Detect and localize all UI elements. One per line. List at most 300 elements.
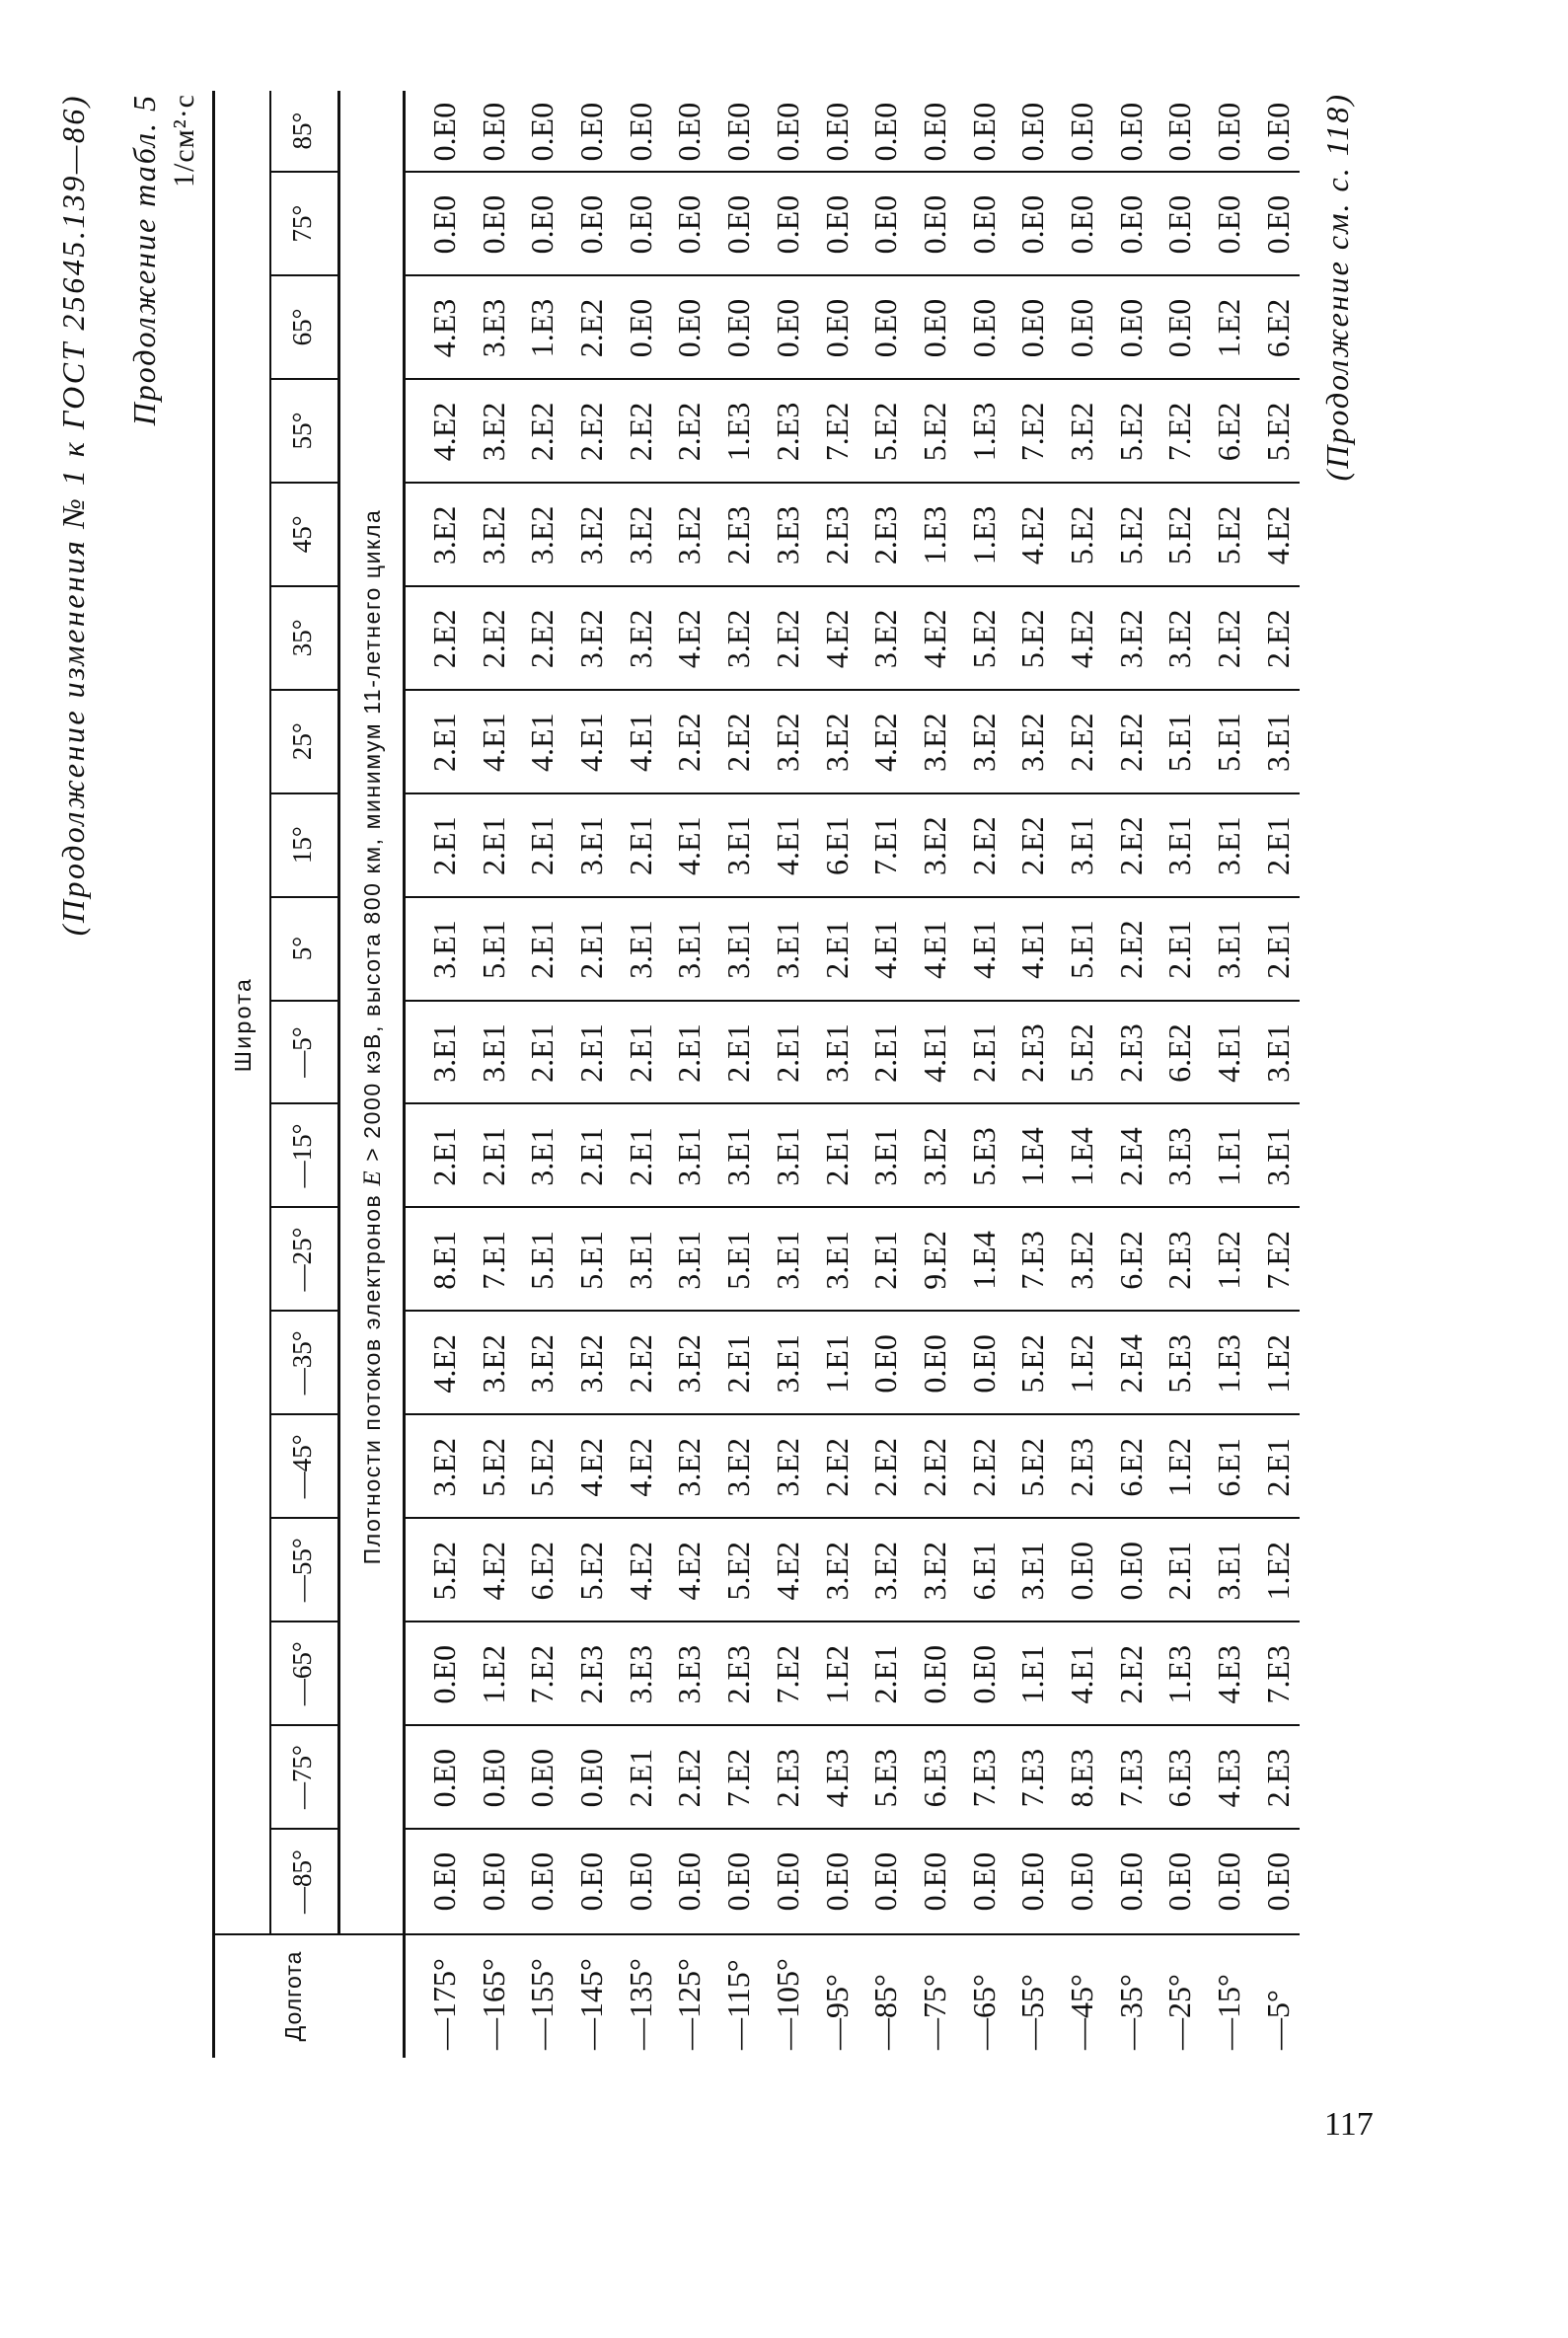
table-cell: 3.E2 [426,1438,462,1497]
running-header: (Продолжение изменения № 1 к ГОСТ 25645.139—86) [55,94,91,937]
latitude-header-cell: —65° [271,1622,337,1726]
table-cell: 0.E0 [1259,102,1296,162]
table-cell: 3.E3 [769,505,805,566]
latitude-header-cell: —55° [271,1519,337,1622]
table-cell: 2.E1 [524,816,560,875]
table-cell: 3.E2 [916,1127,952,1186]
table-cell: 2.E2 [818,1438,855,1497]
table-cell: 1.E1 [818,1334,855,1394]
table-cell: 3.E2 [475,402,511,462]
table-cell: 5.E1 [720,1231,757,1290]
table-cell: 2.E3 [720,505,757,566]
table-cell: 4.E3 [1211,1644,1246,1704]
latitude-header-cell: —25° [271,1208,337,1312]
table-cell: 0.E0 [1063,1851,1099,1912]
table-cell: 3.E1 [1014,1541,1051,1601]
table-cell: 3.E1 [475,1023,511,1083]
table-cell: 3.E2 [622,505,658,566]
table-cell: 5.E2 [1161,505,1198,566]
table-cell: 3.E1 [1259,713,1296,772]
table-cell: 0.E0 [720,298,757,358]
latitude-header-cell: 55° [271,380,337,484]
table-cell: 3.E2 [524,505,560,566]
table-cell: 1.E3 [720,402,757,462]
table-cell: 0.E0 [818,298,855,358]
table-cell: 3.E2 [524,1334,560,1394]
table-cell: 6.E2 [1161,1023,1198,1083]
table-cell: 0.E0 [1014,102,1051,162]
table-cell: 5.E3 [867,1748,904,1808]
table-cell: 0.E0 [818,194,855,255]
table-cell: 2.E1 [965,1023,1002,1083]
table-cell: 0.E0 [524,194,560,255]
table-cell: 3.E2 [475,1334,511,1394]
table-cell: 4.E1 [965,920,1002,979]
table-cell: 0.E0 [1063,298,1099,358]
table-cell: 6.E2 [1211,402,1246,462]
table-cell: 3.E3 [475,298,511,358]
table-cell: 0.E0 [671,298,708,358]
table-cell: 3.E2 [916,816,952,875]
page-number: 117 [1324,2106,1374,2143]
table-cell: 3.E1 [1161,816,1198,875]
table-cell: 4.E2 [671,1541,708,1601]
table-cell: 2.E2 [1112,1644,1149,1704]
longitude-label: —45° [1063,1974,1099,2050]
table-cell: 0.E0 [965,102,1002,162]
table-cell: 3.E2 [965,713,1002,772]
table-cell: 3.E2 [573,609,610,669]
table-cell: 3.E1 [720,1127,757,1186]
table-cell: 1.E2 [1211,298,1246,358]
table-cell: 3.E2 [671,505,708,566]
table-cell: 1.E3 [965,505,1002,566]
table-cell: 0.E0 [965,1334,1002,1394]
table-cell: 0.E0 [622,298,658,358]
table-cell: 0.E0 [573,194,610,255]
latitude-header-cell: 45° [271,484,337,587]
table-cell: 5.E1 [573,1231,610,1290]
table-cell: 2.E2 [671,713,708,772]
table-cell: 5.E2 [1112,505,1149,566]
table-section-title [341,91,404,1933]
table-cell: 2.E3 [1014,1023,1051,1083]
table-cell: 0.E0 [916,1644,952,1704]
table-cell: 0.E0 [965,298,1002,358]
table-cell: 1.E2 [1259,1541,1296,1601]
table-cell: 3.E2 [916,713,952,772]
table-cell: 4.E3 [426,298,462,358]
latitude-header-cell: —75° [271,1726,337,1830]
table-cell: 5.E2 [1063,1023,1099,1083]
latitude-header-cell: 35° [271,587,337,691]
table-cell: 6.E2 [1259,298,1296,358]
table-cell: 3.E1 [622,920,658,979]
longitude-label: —165° [475,1958,511,2050]
latitude-header-cell: —35° [271,1312,337,1415]
table-cell: 3.E1 [1259,1023,1296,1083]
table-cell: 4.E3 [1211,1748,1246,1808]
table-cell: 7.E2 [818,402,855,462]
table-cell: 3.E1 [769,1334,805,1394]
table-cell: 0.E0 [965,194,1002,255]
table-cell: 5.E2 [867,402,904,462]
table-top-rule [212,91,215,2058]
table-cell: 1.E4 [1014,1127,1051,1186]
latitude-header-cell: —85° [287,1849,317,1914]
latitude-header-cell: —45° [271,1415,337,1519]
table-cell: 5.E2 [1063,505,1099,566]
table-cell: 3.E2 [720,1438,757,1497]
table-cell: 4.E3 [818,1748,855,1808]
table-cell: 2.E1 [426,816,462,875]
table-cell: 3.E1 [1211,816,1246,875]
table-cell: 5.E2 [1259,402,1296,462]
table-cell: 2.E1 [867,1023,904,1083]
table-cell: 3.E1 [720,920,757,979]
table-cell: 5.E2 [1112,402,1149,462]
table-cell: 2.E3 [867,505,904,566]
table-cell: 5.E1 [475,920,511,979]
table-cell: 7.E3 [1259,1644,1296,1704]
table-cell: 2.E3 [818,505,855,566]
rule-below-latitudes [337,91,340,1933]
column-group-label: Широта [230,976,256,1073]
table-cell: 2.E2 [1112,713,1149,772]
table-cell: 3.E2 [916,1541,952,1601]
table-cell: 0.E0 [573,1851,610,1912]
table-cell: 2.E2 [965,1438,1002,1497]
table-cell: 2.E2 [573,298,610,358]
table-cell: 3.E1 [818,1231,855,1290]
table-cell: 0.E0 [1063,194,1099,255]
table-cell: 2.E1 [671,1023,708,1083]
table-cell: 1.E2 [1211,1231,1246,1290]
table-cell: 4.E1 [524,713,560,772]
table-cell: 3.E2 [1161,609,1198,669]
table-cell: 5.E2 [1014,609,1051,669]
table-cell: 7.E2 [720,1748,757,1808]
table-cell: 4.E2 [1063,609,1099,669]
latitude-header-cell: —15° [271,1105,337,1209]
table-cell: 1.E2 [1063,1334,1099,1394]
table-cell: 2.E1 [720,1023,757,1083]
table-cell: 0.E0 [916,1334,952,1394]
table-cell: 4.E1 [1014,920,1051,979]
table-cell: 5.E2 [1014,1334,1051,1394]
table-cell: 2.E2 [671,1748,708,1808]
table-cell: 7.E1 [867,816,904,875]
table-cell: 0.E0 [965,1851,1002,1912]
table-cell: 3.E1 [622,1231,658,1290]
table-cell: 3.E2 [426,505,462,566]
table-cell: 3.E3 [622,1644,658,1704]
table-cell: 0.E0 [769,298,805,358]
table-cell: 2.E1 [524,1023,560,1083]
table-cell: 2.E2 [524,402,560,462]
table-cell: 2.E4 [1112,1334,1149,1394]
table-cell: 6.E3 [1161,1748,1198,1808]
table-cell: 2.E1 [573,1023,610,1083]
table-cell: 0.E0 [1014,298,1051,358]
table-cell: 5.E1 [1063,920,1099,979]
table-cell: 0.E0 [622,194,658,255]
table-cell: 2.E3 [1259,1748,1296,1808]
table-cell: 2.E2 [573,402,610,462]
table-cell: 4.E2 [622,1438,658,1497]
table-cell: 2.E1 [1161,1541,1198,1601]
table-cell: 0.E0 [916,1851,952,1912]
table-cell: 3.E1 [671,1231,708,1290]
longitude-label: —25° [1161,1974,1198,2050]
table-cell: 4.E2 [818,609,855,669]
table-cell: 0.E0 [1161,298,1198,358]
table-cell: 4.E2 [622,1541,658,1601]
longitude-label: —155° [524,1958,560,2050]
table-cell: 1.E1 [1014,1644,1051,1704]
table-cell: 4.E1 [1211,1023,1246,1083]
table-cell: 1.E3 [1161,1644,1198,1704]
table-cell: 0.E0 [769,102,805,162]
table-cell: 2.E1 [426,1127,462,1186]
table-cell: 2.E4 [1112,1127,1149,1186]
table-cell: 3.E2 [573,1334,610,1394]
table-cell: 7.E3 [1112,1748,1149,1808]
table-cell: 5.E1 [1161,713,1198,772]
table-cell: 0.E0 [1211,1851,1246,1912]
table-cell: 2.E3 [720,1644,757,1704]
table-cell: 4.E1 [475,713,511,772]
table-cell: 3.E2 [769,1438,805,1497]
table-cell: 5.E2 [965,609,1002,669]
table-cell: 4.E2 [1014,505,1051,566]
table-cell: 2.E1 [426,713,462,772]
data-grid [420,91,1303,2058]
table-cell: 0.E0 [475,1748,511,1808]
table-cell: 0.E0 [720,1851,757,1912]
table-cell: 2.E2 [769,609,805,669]
table-cell: 6.E2 [1112,1231,1149,1290]
table-cell: 3.E1 [426,920,462,979]
table-cell: 1.E4 [965,1231,1002,1290]
table-cell: 0.E0 [916,194,952,255]
table-cell: 1.E2 [1259,1334,1296,1394]
table-cell: 2.E1 [622,1127,658,1186]
table-cell: 7.E3 [1014,1231,1051,1290]
table-cell: 3.E1 [769,1231,805,1290]
table-cell: 6.E1 [818,816,855,875]
table-cell: 4.E1 [1063,1644,1099,1704]
table-cell: 0.E0 [867,298,904,358]
table-cell: 0.E0 [1063,102,1099,162]
table-cell: 0.E0 [769,194,805,255]
table-cell: 7.E2 [1161,402,1198,462]
table-cell: 5.E2 [475,1438,511,1497]
table-cell: 2.E2 [1211,609,1246,669]
table-cell: 3.E2 [1112,609,1149,669]
longitude-label: —5° [1259,1990,1296,2050]
table-cell: 4.E2 [769,1541,805,1601]
longitude-label: —105° [769,1958,805,2050]
latitude-header-cell: 75° [271,173,337,276]
table-cell: 3.E1 [671,1127,708,1186]
table-cell: 0.E0 [426,102,462,162]
table-cell: 8.E3 [1063,1748,1099,1808]
table-cell: 4.E2 [573,1438,610,1497]
longitude-label: —115° [720,1959,757,2050]
table-cell: 2.E1 [818,1127,855,1186]
latitude-header-cell: 5° [271,898,337,1002]
table-cell: 3.E3 [1161,1127,1198,1186]
table-cell: 0.E0 [1014,1851,1051,1912]
row-header-label: Долгота [280,1950,306,2042]
table-cell: 0.E0 [1211,194,1246,255]
table-cell: 2.E1 [475,816,511,875]
table-cell: 1.E2 [818,1644,855,1704]
energy-symbol: E [359,1169,386,1186]
table-cell: 2.E2 [1112,816,1149,875]
table-cell: 6.E2 [1112,1438,1149,1497]
table-cell: 3.E1 [769,920,805,979]
latitude-header-row [271,91,337,2058]
table-cell: 5.E2 [1211,505,1246,566]
table-cell: 2.E1 [524,920,560,979]
table-cell: 9.E2 [916,1231,952,1290]
table-cell: 2.E1 [1259,816,1296,875]
latitude-header-cell: 85° [271,91,337,173]
table-cell: 4.E2 [1259,505,1296,566]
table-cell: 6.E1 [1211,1438,1246,1497]
table-cell: 0.E0 [867,194,904,255]
table-cell: 1.E2 [1161,1438,1198,1497]
table-cell: 2.E2 [1014,816,1051,875]
table-cell: 5.E3 [1161,1334,1198,1394]
table-cell: 0.E0 [475,102,511,162]
section-title-prefix: Плотности потоков электронов [359,1185,385,1565]
latitude-header-cell: 25° [271,691,337,794]
table-cell: 3.E1 [1211,920,1246,979]
table-cell: 0.E0 [867,102,904,162]
table-cell: 0.E0 [426,1644,462,1704]
table-cell: 0.E0 [1112,298,1149,358]
units-label: 1/см²·с [168,94,200,188]
table-cell: 4.E1 [622,713,658,772]
table-cell: 3.E1 [1259,1127,1296,1186]
table-cell: 7.E2 [1259,1231,1296,1290]
table-cell: 2.E2 [426,609,462,669]
table-cell: 4.E2 [916,609,952,669]
longitude-label: —95° [818,1974,855,2050]
table-cell: 2.E1 [573,1127,610,1186]
table-cell: 5.E2 [720,1541,757,1601]
table-cell: 0.E0 [622,102,658,162]
table-cell: 4.E1 [916,1023,952,1083]
table-cell: 4.E2 [671,609,708,669]
table-cell: 0.E0 [1211,102,1246,162]
latitude-header-cell: 15° [271,794,337,898]
table-cell: 0.E0 [1112,102,1149,162]
table-cell: 1.E3 [524,298,560,358]
table-cell: 3.E1 [573,816,610,875]
table-cell: 3.E1 [671,920,708,979]
table-cell: 3.E1 [720,816,757,875]
latitude-header-cell: —5° [271,1002,337,1105]
table-cell: 2.E3 [769,402,805,462]
table-cell: 5.E1 [524,1231,560,1290]
table-cell: 2.E1 [1161,920,1198,979]
table-cell: 1.E1 [1211,1127,1246,1186]
table-cell: 3.E2 [671,1334,708,1394]
table-cell: 4.E1 [916,920,952,979]
longitude-label: —125° [671,1958,708,2050]
table-cell: 7.E2 [769,1644,805,1704]
table-cell: 0.E0 [524,1748,560,1808]
table-cell: 4.E2 [426,1334,462,1394]
table-cell: 7.E3 [965,1748,1002,1808]
longitude-label: —135° [622,1958,658,2050]
table-cell: 2.E1 [867,1231,904,1290]
table-cell: 0.E0 [475,1851,511,1912]
table-cell: 3.E2 [671,1438,708,1497]
table-cell: 2.E1 [622,1023,658,1083]
table-cell: 2.E3 [1112,1023,1149,1083]
table-cell: 2.E1 [1259,920,1296,979]
table-cell: 3.E2 [720,609,757,669]
longitude-label: —145° [573,1958,610,2050]
table-cell: 0.E0 [916,102,952,162]
table-cell: 0.E0 [1161,1851,1198,1912]
table-cell: 0.E0 [1112,1541,1149,1601]
table-cell: 0.E0 [818,102,855,162]
table-cell: 7.E3 [1014,1748,1051,1808]
table-cell: 1.E4 [1063,1127,1099,1186]
table-cell: 1.E3 [916,505,952,566]
table-cell: 3.E1 [426,1023,462,1083]
table-cell: 0.E0 [769,1851,805,1912]
table-cell: 3.E2 [1063,402,1099,462]
table-cell: 3.E1 [769,1127,805,1186]
table-cell: 0.E0 [867,1851,904,1912]
table-cell: 1.E3 [965,402,1002,462]
table-cell: 0.E0 [573,102,610,162]
table-cell: 2.E1 [818,920,855,979]
table-cell: 0.E0 [1161,194,1198,255]
table-cell: 2.E2 [916,1438,952,1497]
table-cell: 4.E2 [475,1541,511,1601]
longitude-label: —175° [426,1958,462,2050]
longitude-label: —85° [867,1974,904,2050]
table-cell: 4.E1 [769,816,805,875]
table-cell: 2.E1 [475,1127,511,1186]
table-cell: 4.E1 [867,920,904,979]
table-cell: 3.E2 [475,505,511,566]
table-cell: 3.E1 [867,1127,904,1186]
table-cell: 0.E0 [426,1748,462,1808]
table-cell: 2.E1 [622,816,658,875]
table-cell: 3.E2 [573,505,610,566]
table-cell: 2.E2 [622,402,658,462]
table-cell: 2.E1 [1259,1438,1296,1497]
table-cell: 0.E0 [720,194,757,255]
table-cell: 0.E0 [867,1334,904,1394]
continuation-note: (Продолжение см. с. 118) [1319,93,1355,482]
table-cell: 4.E2 [426,402,462,462]
table-cell: 2.E3 [769,1748,805,1808]
table-continuation-caption: Продолжение табл. 5 [126,94,162,426]
table-cell: 6.E1 [965,1541,1002,1601]
table-cell: 5.E2 [916,402,952,462]
table-cell: 2.E1 [867,1644,904,1704]
